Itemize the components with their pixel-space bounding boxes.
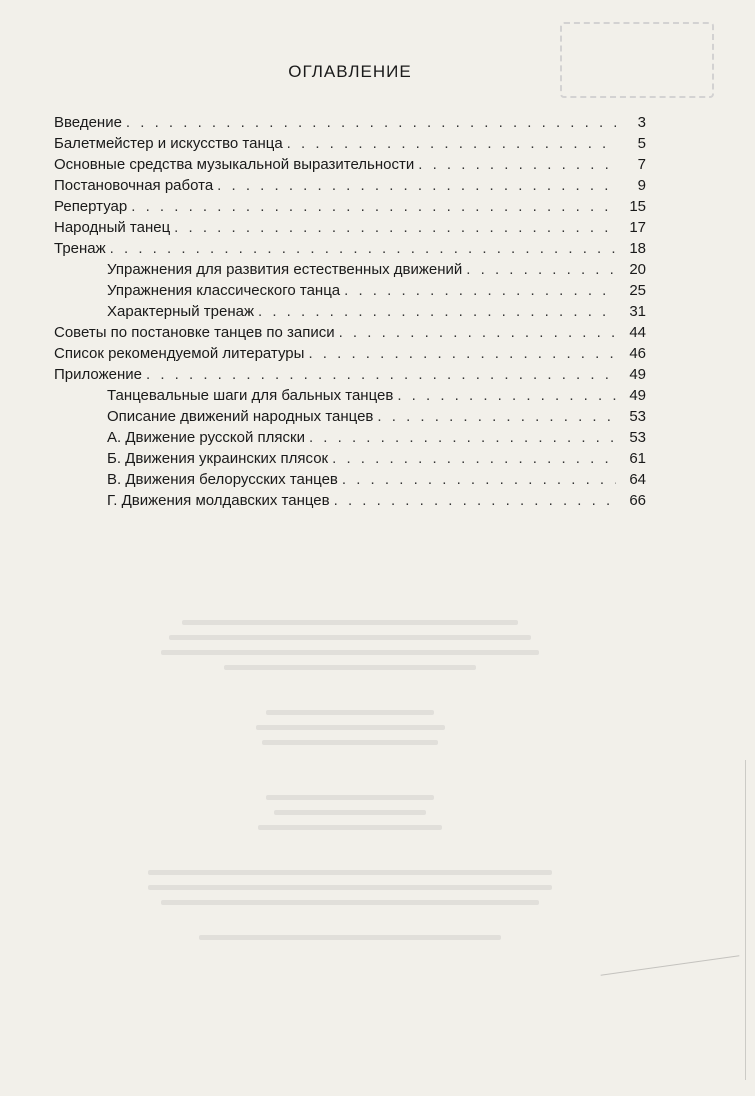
dot-leader [146, 364, 616, 385]
toc-page-number: 17 [629, 219, 646, 236]
toc-entry [54, 238, 646, 259]
dot-leader [339, 322, 616, 343]
toc-label: Г. Движения молдавских танцев [107, 492, 330, 509]
dot-leader [174, 217, 616, 238]
toc-page-number: 5 [637, 135, 646, 152]
toc-entry [54, 154, 646, 175]
dot-leader [377, 406, 616, 427]
toc-label: Введение [54, 114, 122, 131]
dot-leader [309, 427, 616, 448]
toc-page-number: 9 [637, 177, 646, 194]
toc-label: Народный танец [54, 219, 171, 236]
dot-leader [287, 133, 616, 154]
toc-page-number: 66 [629, 492, 646, 509]
toc-page-number: 46 [629, 345, 646, 362]
toc-entry [54, 112, 646, 133]
toc-label: Танцевальные шаги для бальных танцев [107, 387, 394, 404]
toc-subentry [54, 259, 646, 280]
toc-entry [54, 196, 646, 217]
toc-subentry [54, 406, 646, 427]
toc-page-number: 25 [629, 282, 646, 299]
toc-page-number: 49 [629, 366, 646, 383]
toc-subentry [54, 490, 646, 511]
toc-page-number: 15 [629, 198, 646, 215]
toc-label: Приложение [54, 366, 142, 383]
dot-leader [466, 259, 616, 280]
corner-mark [601, 955, 740, 975]
dot-leader [131, 196, 616, 217]
toc-page-number: 31 [629, 303, 646, 320]
toc-label: А. Движение русской пляски [107, 429, 305, 446]
toc-page-number: 18 [629, 240, 646, 257]
toc-label: Упражнения классического танца [107, 282, 341, 299]
dot-leader [126, 112, 616, 133]
toc-label: Тренаж [54, 240, 106, 257]
toc-subentry [54, 427, 646, 448]
toc-page-number: 49 [629, 387, 646, 404]
dot-leader [342, 469, 616, 490]
dot-leader [418, 154, 616, 175]
toc-entry [54, 133, 646, 154]
edge-mark [745, 760, 746, 1080]
toc-label: Характерный тренаж [107, 303, 254, 320]
toc-entry [54, 343, 646, 364]
dot-leader [397, 385, 616, 406]
dot-leader [308, 343, 616, 364]
toc-entry [54, 364, 646, 385]
dot-leader [344, 280, 616, 301]
toc-entry [54, 322, 646, 343]
toc-label: Постановочная работа [54, 177, 214, 194]
toc-label: В. Движения белорусских танцев [107, 471, 338, 488]
toc-label: Б. Движения украинских плясок [107, 450, 329, 467]
toc-page-number: 44 [629, 324, 646, 341]
dot-leader [334, 490, 616, 511]
toc-label: Основные средства музыкальной выразительности [54, 156, 415, 173]
toc-page-number: 64 [629, 471, 646, 488]
toc-page-number: 20 [629, 261, 646, 278]
toc-subentry [54, 301, 646, 322]
toc-page-number: 53 [629, 408, 646, 425]
dot-leader [110, 238, 616, 259]
toc-label: Балетмейстер и искусство танца [54, 135, 283, 152]
toc-subentry [54, 469, 646, 490]
bleed-through-imprint [140, 610, 560, 990]
toc-label: Описание движений народных танцев [107, 408, 374, 425]
toc-page-number: 7 [637, 156, 646, 173]
toc-entry [54, 217, 646, 238]
toc-label: Репертуар [54, 198, 128, 215]
page-title: ОГЛАВЛЕНИЕ [288, 62, 412, 81]
dot-leader [258, 301, 616, 322]
toc-subentry [54, 280, 646, 301]
faint-stamp [560, 22, 714, 98]
toc-page-number: 61 [629, 450, 646, 467]
toc-page-number: 53 [629, 429, 646, 446]
toc-page-number: 3 [637, 114, 646, 131]
toc-subentry [54, 385, 646, 406]
dot-leader [217, 175, 616, 196]
toc-entry [54, 175, 646, 196]
dot-leader [332, 448, 616, 469]
toc-label: Советы по постановке танцев по записи [54, 324, 335, 341]
toc-subentry [54, 448, 646, 469]
toc-label: Список рекомендуемой литературы [54, 345, 305, 362]
table-of-contents [54, 112, 646, 511]
toc-label: Упражнения для развития естественных движений [107, 261, 463, 278]
